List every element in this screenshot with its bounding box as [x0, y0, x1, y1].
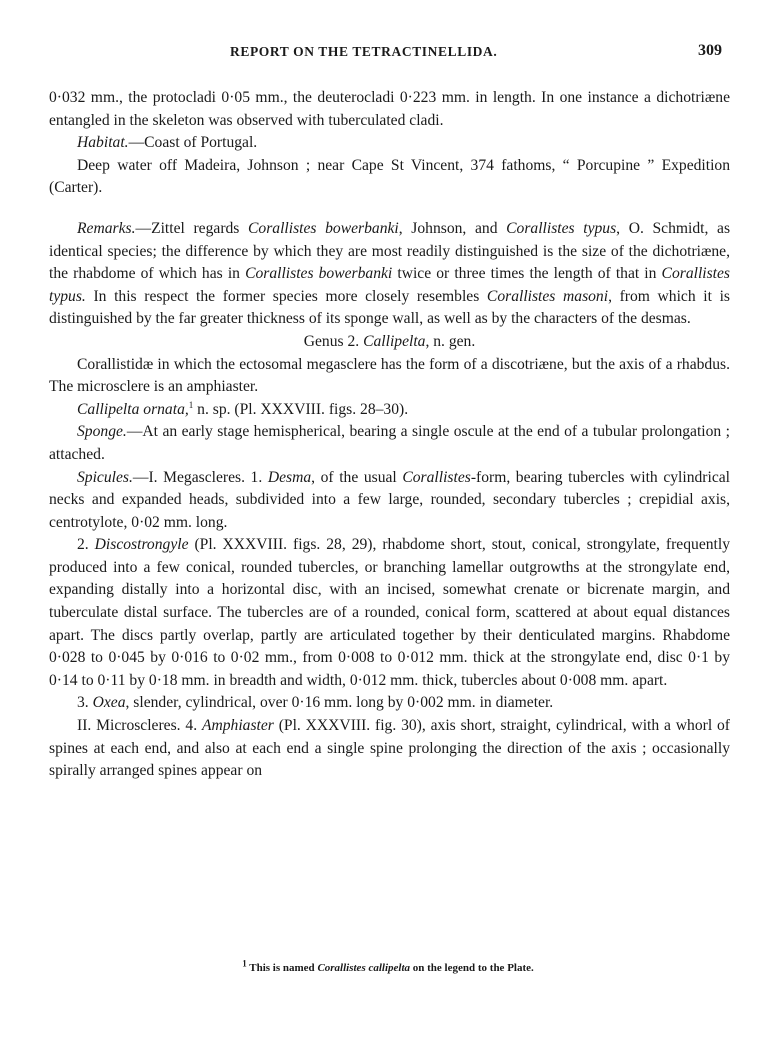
oxea-text: , slender, cylindrical, over 0·16 mm. long by 0·002 mm. in diameter.: [125, 694, 554, 712]
species-name: Corallistes bowerbanki: [245, 265, 393, 283]
paragraph-discostrongyle: [49, 534, 730, 692]
spicule-name: Oxea: [92, 694, 126, 712]
remarks-text: In this respect the former species more closely resembles: [85, 287, 487, 305]
species-name: Corallistes bowerbanki: [248, 219, 399, 237]
species-name: Corallistes masoni: [486, 287, 609, 305]
remarks-text: —Zittel regards: [135, 219, 249, 237]
paragraph-remarks: [49, 218, 730, 331]
footnote: [0, 958, 776, 974]
running-title: REPORT ON THE TETRACTINELLIDA.: [230, 44, 498, 59]
species-name: Corallistes typus: [506, 219, 617, 237]
paragraph-localities: Deep water off Madeira, Johnson ; near Cape St Vincent, 374 fathoms, “ Porcupine ” Expedition (Carter).: [49, 156, 730, 197]
page-number: 309: [698, 42, 722, 59]
paragraph-oxea: [49, 692, 730, 715]
spicules-text: -form, bearing tubercles with cylindrical necks and expanded heads, subdivided into a few large, rounded, secondary tubercles ; crepidial axis, centrotylote, 0·02 mm. long.: [49, 468, 730, 531]
genus-name: Corallistes: [402, 468, 471, 486]
genus-name: Callipelta: [363, 332, 426, 350]
microscleres-text: (Pl. XXXVIII. fig. 30), axis short, straight, cylindrical, with a whorl of spines at each end, and also at each end a single spine prolonging the direction of the axis ; occasionally spirally arranged spines appear on: [49, 717, 730, 780]
running-head: [0, 44, 776, 68]
remarks-text: , O. Schmidt, as identical species; the difference by which they are most readily distinguished is the size of the dichotriæne, the rhabdome of which has in: [49, 219, 731, 283]
genus-heading-text: , n. gen.: [425, 332, 476, 350]
spicules-text: —I. Megascleres. 1.: [132, 468, 268, 486]
spicule-name: Amphiaster: [201, 717, 274, 735]
paragraph-microscleres: [49, 715, 730, 783]
remarks-label: Remarks.: [77, 219, 136, 237]
remarks-text: , Johnson, and: [398, 219, 507, 237]
genus-heading-text: Genus 2.: [303, 332, 364, 350]
species-heading-text: n. sp. (Pl. XXXVIII. figs. 28–30).: [193, 400, 409, 418]
footnote-text: This is named: [246, 962, 318, 974]
spicule-name: Desma: [267, 468, 312, 486]
footnote-marker: 1: [242, 958, 247, 969]
species-heading: [49, 399, 730, 422]
paragraph-habitat: [49, 132, 730, 155]
item-number: 3.: [77, 694, 93, 712]
remarks-text: twice or three times the length of that in: [392, 265, 662, 283]
paragraph-sponge: [49, 421, 730, 466]
species-name: Corallistes callipelta: [317, 962, 411, 974]
remarks-text: , from which it is distinguished by the far greater thickness of its sponge wall, as well as by the characters of the desmas.: [49, 287, 730, 328]
species-name: Corallistes typus.: [49, 265, 730, 305]
habitat-label: Habitat.: [77, 134, 129, 152]
paragraph-measurements: 0·032 mm., the protocladi 0·05 mm., the deuterocladi 0·223 mm. in length. In one instance a dichotriæne entangled in the skeleton was observed with tuberculated cladi.: [49, 89, 730, 129]
sponge-text: —At an early stage hemispherical, bearing a single oscule at the end of a tubular prolongation ; attached.: [49, 423, 730, 463]
habitat-text: —Coast of Portugal.: [128, 134, 258, 152]
species-name: Callipelta ornata,: [77, 400, 189, 418]
body-text: [49, 87, 730, 783]
microscleres-text: II. Microscleres. 4.: [77, 717, 202, 735]
spicules-text: , of the usual: [311, 468, 403, 486]
footnote-text: on the legend to the Plate.: [410, 962, 534, 974]
item-number: 2.: [77, 536, 95, 554]
paragraph-genus-description: Corallistidæ in which the ectosomal megasclere has the form of a discotriæne, but the axis of a rhabdus. The microsclere is an amphiaster.: [49, 355, 730, 396]
footnote-marker: 1: [188, 399, 194, 410]
sponge-label: Sponge.: [77, 423, 127, 441]
discostrongyle-text: (Pl. XXXVIII. figs. 28, 29), rhabdome short, stout, conical, strongylate, frequently produced into a few conical, rounded tubercles, or branching lamellar outgrowths at the strongylate end, expanding distally into a horizontal disc, with an incised, somewhat crenate or bicrenate margin, and tuberculate distal surface. The tubercles are of a rounded, conical form, scattered at about equal distances apart. The discs partly overlap, partly are articulated together by their denticulated margins. Rhabdome 0·028 to 0·045 by 0·016 to 0·02 mm., from 0·008 to 0·012 mm. thick at the strongylate end, disc 0·1 by 0·14 to 0·11 by 0·18 mm. in breadth and width, 0·012 mm. thick, tubercles about 0·008 mm. apart.: [49, 536, 730, 689]
spicules-label: Spicules.: [77, 468, 133, 486]
genus-heading: [49, 331, 730, 354]
paragraph-spicules: [49, 467, 730, 535]
spicule-name: Discostrongyle: [94, 536, 189, 554]
